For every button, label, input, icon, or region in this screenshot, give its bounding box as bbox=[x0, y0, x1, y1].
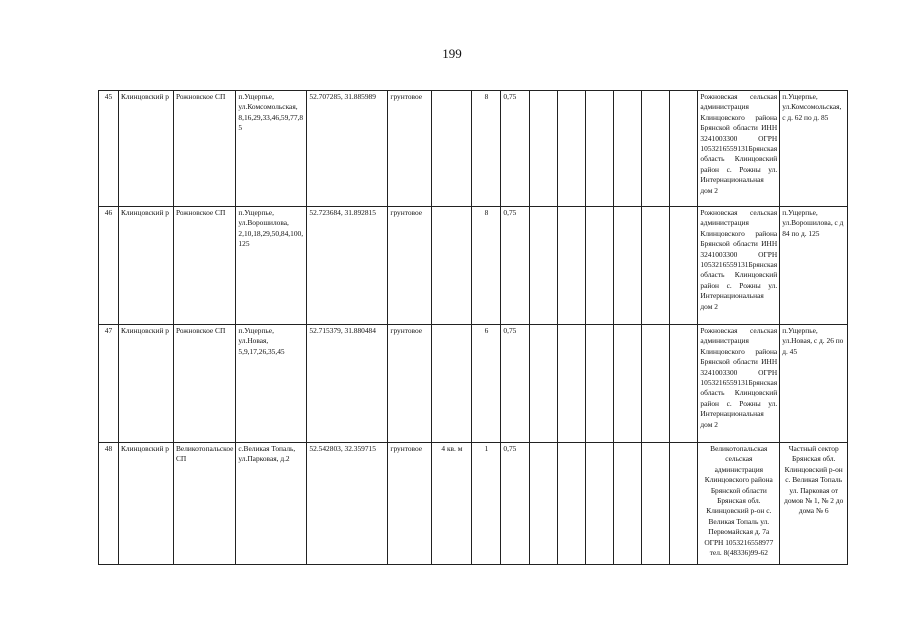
table-row bbox=[99, 207, 848, 325]
empty-cell bbox=[642, 91, 670, 207]
served-area-cell: п.Ущерпье, ул.Комсомольская, с д. 62 по д. 85 bbox=[780, 91, 848, 207]
area-cell: 4 кв. м bbox=[432, 443, 472, 565]
count-cell: 8 bbox=[472, 207, 501, 325]
empty-cell bbox=[558, 325, 586, 443]
empty-cell bbox=[614, 443, 642, 565]
empty-cell bbox=[530, 443, 558, 565]
row-number: 46 bbox=[99, 207, 119, 325]
settlement-cell: Рожновское СП bbox=[174, 325, 236, 443]
address-cell: п.Ущерпье, ул.Новая, 5,9,17,26,35,45 bbox=[236, 325, 307, 443]
organization-cell: Рожновская сельская администрация Клинцовского района Брянской области ИНН 3241003300 ОГРН 1053216559131Брянская область Клинцовский район с. Рожны ул. Интернациональная дом 2 bbox=[698, 91, 780, 207]
row-number: 47 bbox=[99, 325, 119, 443]
served-area-cell: п.Ущерпье, ул.Ворошилова, с д 84 по д. 125 bbox=[780, 207, 848, 325]
empty-cell bbox=[642, 325, 670, 443]
table-row bbox=[99, 325, 848, 443]
area-cell bbox=[432, 91, 472, 207]
empty-cell bbox=[586, 91, 614, 207]
settlement-cell: Рожновское СП bbox=[174, 207, 236, 325]
coordinates-cell: 52.542803, 32.359715 bbox=[307, 443, 388, 565]
volume-cell: 0,75 bbox=[501, 325, 530, 443]
district-cell: Клинцовский р bbox=[119, 325, 174, 443]
empty-cell bbox=[586, 325, 614, 443]
empty-cell bbox=[670, 443, 698, 565]
coordinates-cell: 52.723684, 31.892815 bbox=[307, 207, 388, 325]
organization-cell: Рожновская сельская администрация Клинцовского района Брянской области ИНН 3241003300 ОГРН 1053216559131Брянская область Клинцовский район с. Рожны ул. Интернациональная дом 2 bbox=[698, 325, 780, 443]
empty-cell bbox=[586, 207, 614, 325]
empty-cell bbox=[614, 91, 642, 207]
surface-cell: грунтовое bbox=[388, 207, 432, 325]
empty-cell bbox=[558, 207, 586, 325]
registry-table bbox=[98, 90, 848, 565]
page-number: 199 bbox=[442, 46, 462, 61]
empty-cell bbox=[642, 443, 670, 565]
address-cell: с.Великая Топаль, ул.Парковая, д.2 bbox=[236, 443, 307, 565]
settlement-cell: Великотопальское СП bbox=[174, 443, 236, 565]
table-row bbox=[99, 443, 848, 565]
volume-cell: 0,75 bbox=[501, 443, 530, 565]
empty-cell bbox=[530, 325, 558, 443]
address-cell: п.Ущерпье, ул.Ворошилова, 2,10,18,29,50,84,100, 125 bbox=[236, 207, 307, 325]
empty-cell bbox=[642, 207, 670, 325]
empty-cell bbox=[614, 207, 642, 325]
area-cell bbox=[432, 325, 472, 443]
coordinates-cell: 52.707285, 31.885989 bbox=[307, 91, 388, 207]
area-cell bbox=[432, 207, 472, 325]
coordinates-cell: 52.715379, 31.880484 bbox=[307, 325, 388, 443]
surface-cell: грунтовое bbox=[388, 443, 432, 565]
empty-cell bbox=[558, 443, 586, 565]
served-area-cell: Частный сектор Брянская обл. Клинцовский р-он с. Великая Топаль ул. Парковая от домов № 1, № 2 до дома № 6 bbox=[780, 443, 848, 565]
row-number: 45 bbox=[99, 91, 119, 207]
district-cell: Клинцовский р bbox=[119, 443, 174, 565]
settlement-cell: Рожновское СП bbox=[174, 91, 236, 207]
row-number: 48 bbox=[99, 443, 119, 565]
empty-cell bbox=[670, 325, 698, 443]
table-row bbox=[99, 91, 848, 207]
empty-cell bbox=[670, 91, 698, 207]
surface-cell: грунтовое bbox=[388, 325, 432, 443]
empty-cell bbox=[670, 207, 698, 325]
empty-cell bbox=[558, 91, 586, 207]
empty-cell bbox=[530, 207, 558, 325]
count-cell: 6 bbox=[472, 325, 501, 443]
count-cell: 1 bbox=[472, 443, 501, 565]
organization-cell: Рожновская сельская администрация Клинцовского района Брянской области ИНН 3241003300 ОГРН 1053216559131Брянская область Клинцовский район с. Рожны ул. Интернациональная дом 2 bbox=[698, 207, 780, 325]
address-cell: п.Ущерпье, ул.Комсомольская, 8,16,29,33,46,59,77,8 5 bbox=[236, 91, 307, 207]
served-area-cell: п.Ущерпье, ул.Новая, с д. 26 по д. 45 bbox=[780, 325, 848, 443]
district-cell: Клинцовский р bbox=[119, 91, 174, 207]
surface-cell: грунтовое bbox=[388, 91, 432, 207]
count-cell: 8 bbox=[472, 91, 501, 207]
district-cell: Клинцовский р bbox=[119, 207, 174, 325]
organization-cell: Великотопальская сельская администрация Клинцовского района Брянской области Брянская обл. Клинцовский р-он с. Великая Топаль ул. Первомайская д. 7а ОГРН 1053216558977 тел. 8(48336)99-62 bbox=[698, 443, 780, 565]
empty-cell bbox=[586, 443, 614, 565]
empty-cell bbox=[614, 325, 642, 443]
empty-cell bbox=[530, 91, 558, 207]
volume-cell: 0,75 bbox=[501, 91, 530, 207]
volume-cell: 0,75 bbox=[501, 207, 530, 325]
